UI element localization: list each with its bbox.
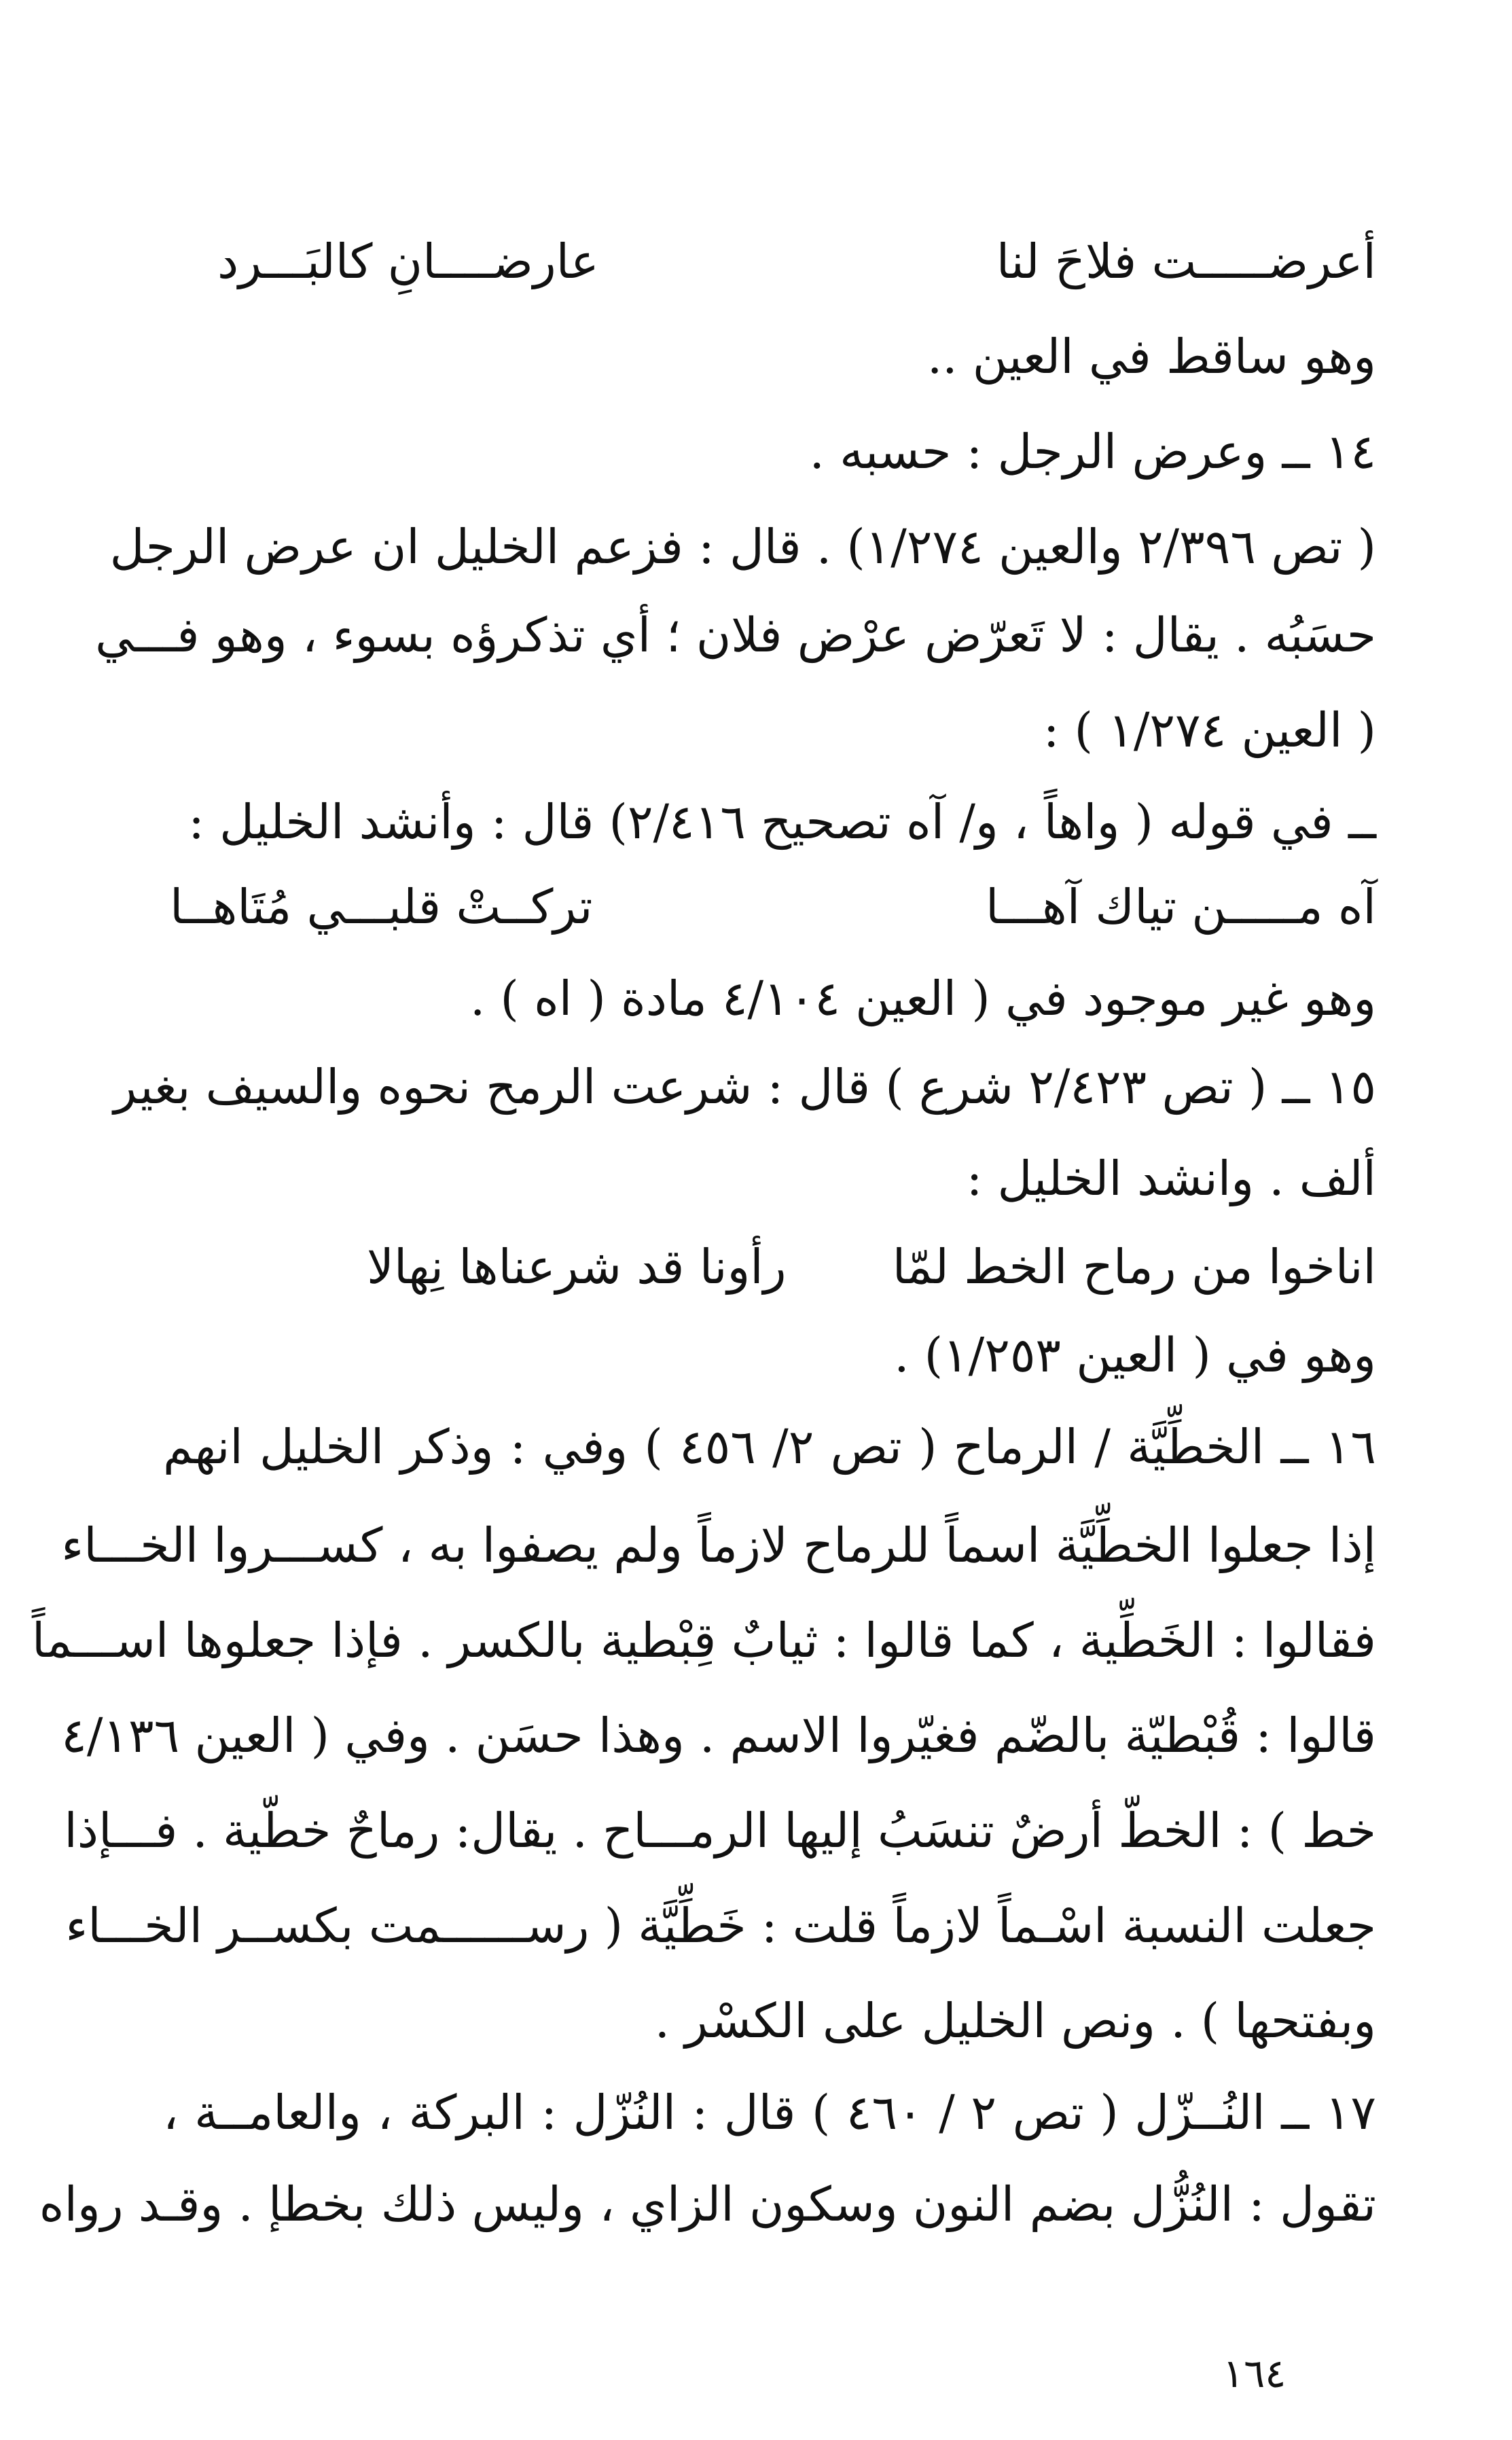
text-line: ١٤ ــ وعرض الرجل : حسبه .	[809, 424, 1376, 480]
text-line: ألف . وانشد الخليل :	[966, 1151, 1376, 1206]
page-number: ١٦٤	[1223, 2350, 1286, 2397]
text-line: حسَبُه . يقال : لا تَعرّض عرْض فلان ؛ أي تذكرؤه بسوء ، وهو فـــي	[95, 607, 1376, 663]
text-line: تقول : النُزُّل بضم النون وسكون الزاي ، وليس ذلك بخطإ . وقـد رواه	[39, 2176, 1376, 2232]
text-line: ( تص ٢/٣٩٦ والعين ١/٢٧٤) . قال : فزعم الخليل ان عرض الرجل	[109, 519, 1376, 575]
text-line: إذا جعلوا الخطِّيَّة اسماً للرماح لازماً ولم يصفوا به ، كســـروا الخـــاء	[61, 1518, 1376, 1573]
text-line: فقالوا : الخَطِّية ، كما قالوا : ثيابٌ قِبْطية بالكسر . فإذا جعلوها اســـماً	[31, 1613, 1376, 1668]
text-line: وبفتحها ) . ونص الخليل على الكسْر .	[654, 1993, 1376, 2049]
text-line: ــ في قوله ( واهاً ، و/ آه تصحيح ٢/٤١٦) قال : وأنشد الخليل :	[188, 794, 1376, 850]
verse-3-first-hemistich: اناخوا من رماح الخط لمّا	[892, 1239, 1376, 1295]
verse-2-first-hemistich: آه مـــــن تياك آهـــا	[985, 879, 1376, 935]
text-line: جعلت النسبة اسْـماً لازماً قلت : خَطِّيَّة ( رســــــمت بكســر الخـــاء	[65, 1898, 1376, 1954]
text-line: قالوا : قُبْطيّة بالضّم فغيّروا الاسم . وهذا حسَن . وفي ( العين ٤/١٣٦	[61, 1708, 1376, 1763]
text-line: ١٦ ــ الخطِّيَّة / الرماح ( تص ٢/ ٤٥٦ ) وفي : وذكر الخليل انهم	[163, 1419, 1376, 1475]
text-line: وهو غير موجود في ( العين ٤/١٠٤ مادة ( اه ) .	[470, 971, 1376, 1026]
text-line: خط ) : الخطّ أرضٌ تنسَبُ إليها الرمـــاح . يقال: رماحٌ خطّية . فـــإذا	[64, 1803, 1376, 1859]
text-line: ( العين ١/٢٧٤ ) :	[1043, 702, 1376, 758]
verse-1-second-hemistich: عارضــــانِ كالبَـــرد	[217, 234, 599, 289]
text-line: وهو ساقط في العين ..	[926, 329, 1376, 384]
verse-2-second-hemistich: تركــتْ قلبـــي مُتَاهــا	[170, 879, 593, 935]
text-line: وهو في ( العين ١/٢٥٣) .	[894, 1327, 1376, 1383]
text-line: ١٥ ــ ( تص ٢/٤٢٣ شرع ) قال : شرعت الرمح نحوه والسيف بغير	[113, 1059, 1376, 1115]
text-line: ١٧ ــ النُــزّل ( تص ٢ / ٤٦٠ ) قال : النُزّل : البركة ، والعامــة ،	[163, 2085, 1376, 2140]
verse-1-first-hemistich: أعرضـــــت فلاحَ لنا	[996, 234, 1376, 289]
verse-3-second-hemistich: رأونا قد شرعناها نِهالا	[367, 1239, 787, 1295]
